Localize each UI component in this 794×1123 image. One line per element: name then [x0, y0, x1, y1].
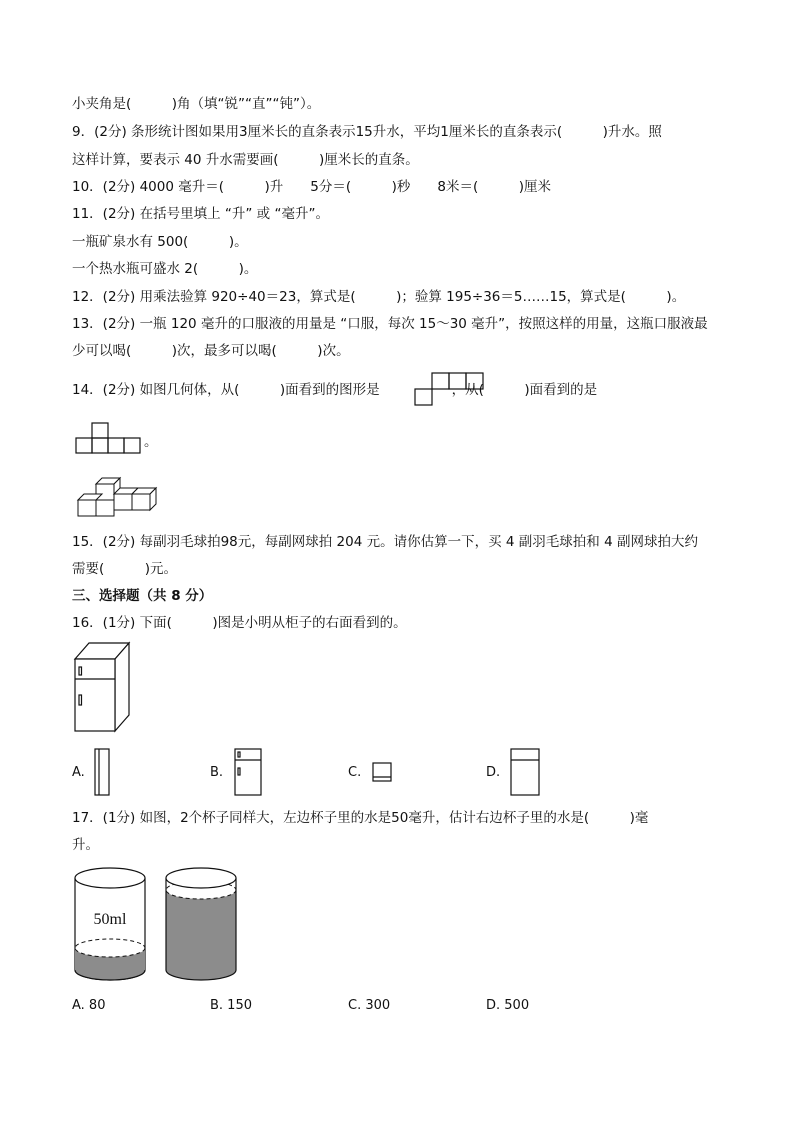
q16-option-c-figure	[372, 762, 392, 782]
q14-line1	[72, 380, 597, 400]
q16-option-c[interactable]: C.	[348, 765, 362, 780]
q16-option-b[interactable]: B.	[210, 765, 224, 780]
q16-option-a[interactable]: A.	[72, 765, 85, 780]
q17-option-b[interactable]: B. 150	[210, 998, 252, 1013]
q17-line1: 17．(1分) 如图，2个杯子同样大，左边杯子里的水是50毫升，估计右边杯子里的水是( )毫	[72, 810, 649, 826]
q9-line2: 这样计算，要表示 40 升水需要画( )厘米长的直条。	[72, 152, 419, 168]
q9-line1: 9．(2分) 条形统计图如果用3厘米长的直条表示15升水，平均1厘米长的直条表示( )升水。照	[72, 124, 662, 140]
q13-line1: 13．(2分) 一瓶 120 毫升的口服液的用量是 “口服，每次 15～30 毫升”，按照这样的用量，这瓶口服液最	[72, 316, 708, 332]
q14-view-figure-2	[76, 422, 144, 454]
q17-left-cup	[74, 866, 146, 984]
q14-view-figure-1	[412, 372, 484, 406]
q17-option-c[interactable]: C. 300	[348, 998, 391, 1013]
q10: 10．(2分) 4000 毫升＝( )升 5分＝( )秒 8米＝( )厘米	[72, 179, 552, 195]
q15-line2: 需要( )元。	[72, 561, 178, 577]
q16-cabinet-figure	[75, 641, 131, 733]
q8-tail: 小夹角是( )角（填“锐”“直”“钝”）。	[72, 96, 321, 112]
q16: 16．(1分) 下面( )图是小明从柜子的右面看到的。	[72, 615, 407, 631]
section-3-heading: 三、选择题（共 8 分）	[72, 588, 213, 604]
cup-label: 50ml	[93, 911, 127, 928]
q11-item1: 一瓶矿泉水有 500( )。	[72, 234, 248, 250]
q17-option-d[interactable]: D. 500	[486, 998, 530, 1013]
q15-line1: 15．(2分) 每副羽毛球拍98元，每副网球拍 204 元。请你估算一下，买 4 副羽毛球拍和 4 副网球拍大约	[72, 534, 698, 550]
q17-line2: 升。	[72, 837, 99, 853]
q16-option-a-figure	[94, 748, 110, 796]
q14-text-a: 14．(2分) 如图几何体，从( )面看到的图形是	[72, 382, 380, 398]
q14-text-b: ，从( )面看到的是	[451, 382, 598, 398]
q17-right-cup	[165, 866, 237, 984]
q13-line2: 少可以喝( )次，最多可以喝( )次。	[72, 343, 350, 359]
q11: 11．(2分) 在括号里填上 “升” 或 “毫升”。	[72, 206, 329, 222]
q14-period: 。	[144, 434, 158, 450]
q16-option-d-figure	[510, 748, 540, 796]
q16-option-d[interactable]: D.	[486, 765, 501, 780]
q14-solid-figure	[76, 470, 156, 516]
q16-option-b-figure	[234, 748, 262, 796]
q12: 12．(2分) 用乘法验算 920÷40＝23，算式是( )；验算 195÷36＝5……15，算式是( )。	[72, 289, 686, 305]
q11-item2: 一个热水瓶可盛水 2( )。	[72, 261, 258, 277]
q17-option-a[interactable]: A. 80	[72, 998, 106, 1013]
